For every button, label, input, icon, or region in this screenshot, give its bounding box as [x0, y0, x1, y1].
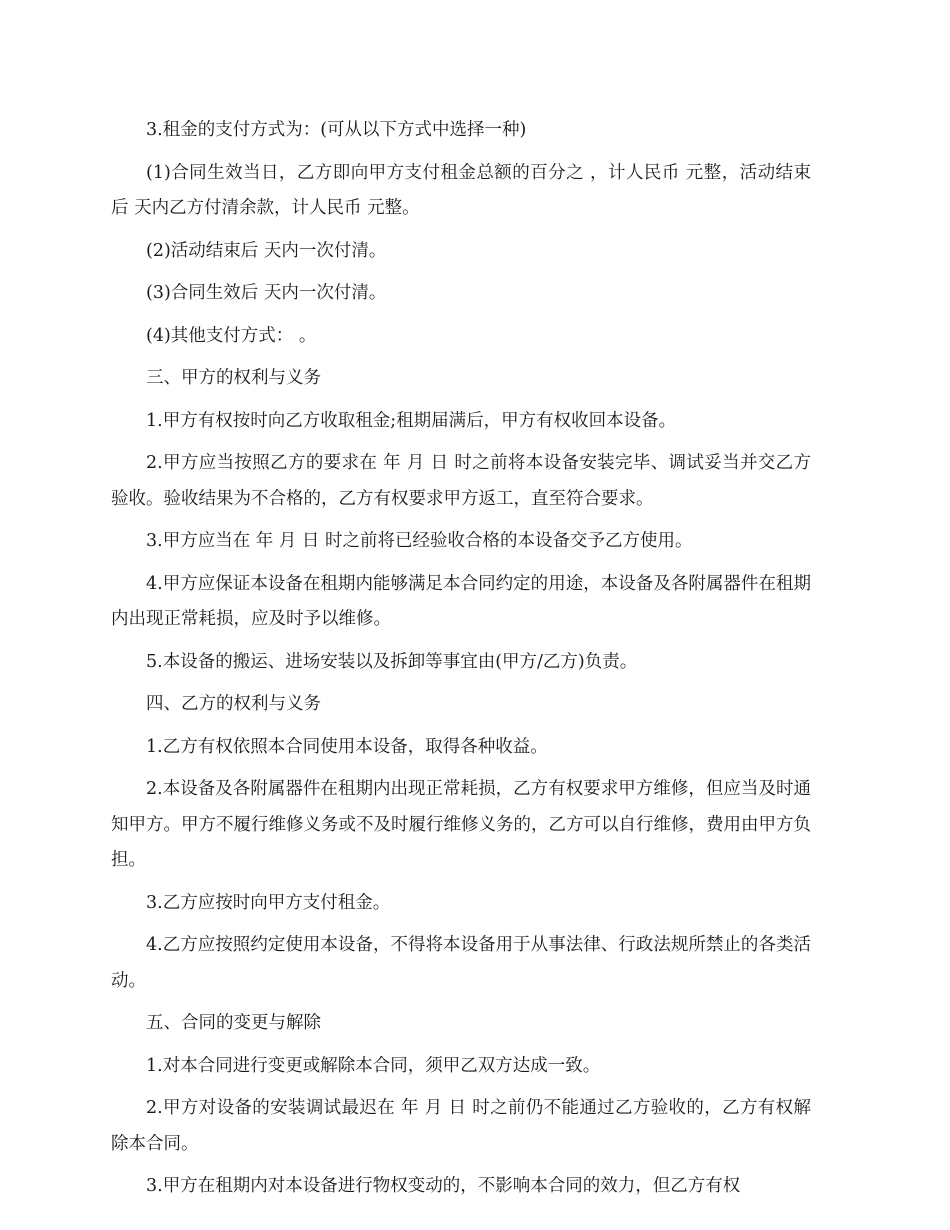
- paragraph-payment-option-1: (1)合同生效当日，乙方即向甲方支付租金总额的百分之 ，计人民币 元整，活动结束后 天内乙方付清余款，计人民币 元整。: [111, 162, 811, 218]
- document-body: [111, 113, 811, 1212]
- paragraph-change-3: 3.甲方在租期内对本设备进行物权变动的，不影响本合同的效力，但乙方有权: [146, 1176, 741, 1196]
- paragraph-party-a-1: 1.甲方有权按时向乙方收取租金;租期届满后，甲方有权收回本设备。: [146, 410, 677, 431]
- paragraph-party-b-3: 3.乙方应按时向甲方支付租金。: [146, 892, 391, 913]
- paragraph-payment-option-2: (2)活动结束后 天内一次付清。: [146, 240, 387, 261]
- paragraph-party-a-5: 5.本设备的搬运、进场安装以及拆卸等事宜由(甲方/乙方)负责。: [146, 651, 638, 672]
- paragraph-party-a-4: 4.甲方应保证本设备在租期内能够满足本合同约定的用途，本设备及各附属器件在租期内出现正常耗损，应及时予以维修。: [111, 573, 811, 629]
- paragraph-change-1: 1.对本合同进行变更或解除本合同，须甲乙双方达成一致。: [146, 1055, 601, 1076]
- paragraph-party-a-3: 3.甲方应当在 年 月 日 时之前将已经验收合格的本设备交予乙方使用。: [146, 531, 693, 551]
- section-heading-party-b: 四、乙方的权利与义务: [146, 694, 321, 714]
- paragraph-party-b-4: 4.乙方应按照约定使用本设备，不得将本设备用于从事法律、行政法规所禁止的各类活动。: [111, 935, 811, 991]
- paragraph-payment-option-4: (4)其他支付方式： 。: [146, 325, 317, 346]
- paragraph-party-b-2: 2.本设备及各附属器件在租期内出现正常耗损，乙方有权要求甲方维修，但应当及时通知甲方。甲方不履行维修义务或不及时履行维修义务的，乙方可以自行维修，费用由甲方负担。: [111, 779, 811, 870]
- paragraph-payment-option-3: (3)合同生效后 天内一次付清。: [146, 283, 387, 303]
- section-heading-contract-change: 五、合同的变更与解除: [146, 1013, 321, 1033]
- paragraph-payment-method: 3.租金的支付方式为：(可从以下方式中选择一种): [146, 120, 527, 140]
- paragraph-party-b-1: 1.乙方有权依照本合同使用本设备，取得各种收益。: [146, 736, 548, 757]
- section-heading-party-a: 三、甲方的权利与义务: [146, 368, 321, 388]
- paragraph-party-a-2: 2.甲方应当按照乙方的要求在 年 月 日 时之前将本设备安装完毕、调试妥当并交乙方验收。验收结果为不合格的，乙方有权要求甲方返工，直至符合要求。: [111, 453, 811, 509]
- paragraph-change-2: 2.甲方对设备的安装调试最迟在 年 月 日 时之前仍不能通过乙方验收的，乙方有权解除本合同。: [111, 1098, 811, 1154]
